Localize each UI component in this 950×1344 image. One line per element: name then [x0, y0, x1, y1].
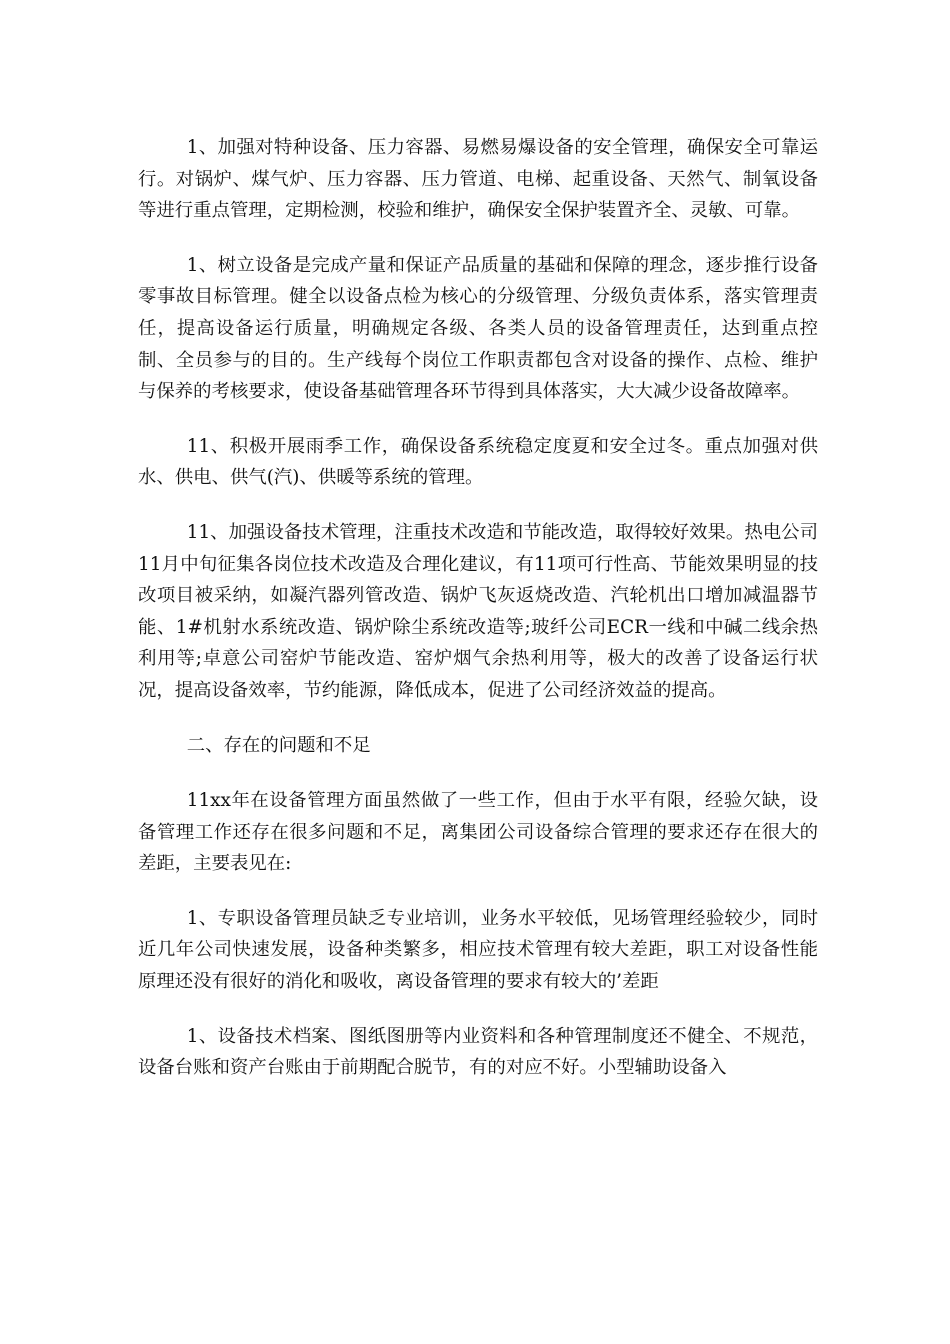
paragraph-technical-renovation: 11、加强设备技术管理，注重技术改造和节能改造，取得较好效果。热电公司11月中旬征集各岗位技术改造及合理化建议，有11项可行性高、节能效果明显的技改项目被采纳，如凝汽器列管改造、锅炉飞灰返烧改造、汽轮机出口增加减温器节能、1#机射水系统改造、锅炉除尘系统改造等;玻纤公司ECR一线和中碱二线余热利用等;卓意公司窑炉节能改造、窑炉烟气余热利用等，极大的改善了设备运行状况，提高设备效率，节约能源，降低成本，促进了公司经济效益的提高。: [138, 521, 818, 701]
paragraph-zero-accident-management: 1、树立设备是完成产量和保证产品质量的基础和保障的理念，逐步推行设备零事故目标管理。健全以设备点检为核心的分级管理、分级负责体系，落实管理责任，提高设备运行质量，明确规定各级、各类人员的设备管理责任，达到重点控制、全员参与的目的。生产线每个岗位工作职责都包含对设备的操作、点检、维护与保养的考核要求，使设备基础管理各环节得到具体落实，大大减少设备故障率。: [138, 254, 818, 403]
paragraph-problems-intro: 11xx年在设备管理方面虽然做了一些工作，但由于水平有限，经验欠缺，设备管理工作还存在很多问题和不足，离集团公司设备综合管理的要求还存在很大的差距，主要表见在:: [138, 790, 818, 875]
paragraph-special-equipment-safety: 1、加强对特种设备、压力容器、易燃易爆设备的安全管理，确保安全可靠运行。对锅炉、煤气炉、压力容器、压力管道、电梯、起重设备、天然气、制氧设备等进行重点管理，定期检测，校验和维护，确保安全保护装置齐全、灵敏、可靠。: [138, 137, 818, 222]
paragraph-rainy-season-work: 11、积极开展雨季工作，确保设备系统稳定度夏和安全过冬。重点加强对供水、供电、供气(汽)、供暖等系统的管理。: [138, 435, 818, 489]
paragraph-technical-archives: 1、设备技术档案、图纸图册等内业资料和各种管理制度还不健全、不规范，设备台账和资产台账由于前期配合脱节，有的对应不好。小型辅助设备入: [138, 1025, 818, 1079]
paragraph-staff-training-gap: 1、专职设备管理员缺乏专业培训，业务水平较低，见场管理经验较少，同时近几年公司快速发展，设备种类繁多，相应技术管理有较大差距，职工对设备性能原理还没有很好的消化和吸收，离设备管理的要求有较大的’差距: [138, 907, 818, 993]
document-body: [138, 132, 818, 1107]
section-heading-problems: 二、存在的问题和不足: [186, 734, 371, 756]
